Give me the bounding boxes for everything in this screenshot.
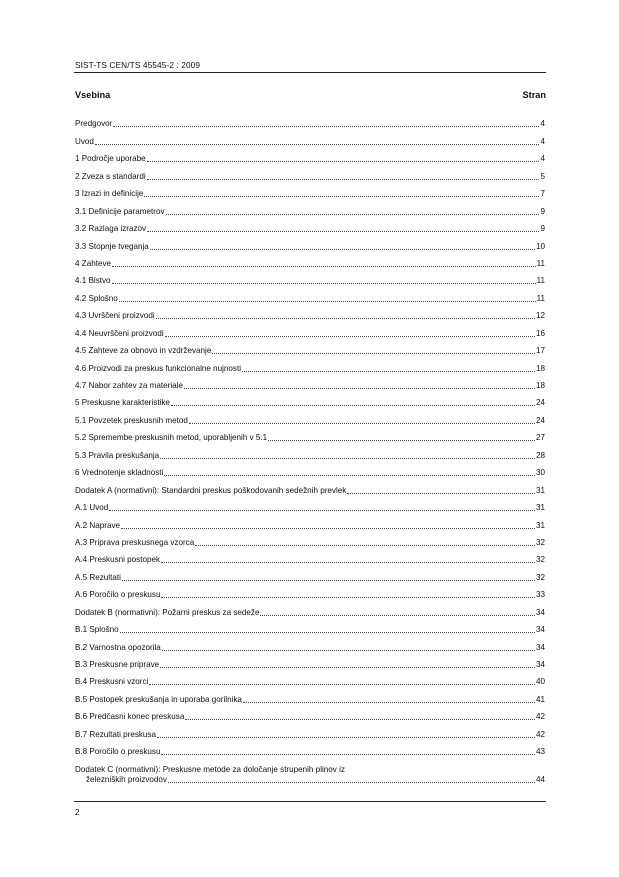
toc-entry-page: 31 [535,485,545,495]
toc-entry[interactable] [75,618,545,635]
toc-entry-page: 33 [535,590,545,600]
dot-leader [268,440,535,441]
toc-entry[interactable] [75,461,545,478]
toc-entry-label: A.2 Naprave [75,520,120,530]
dot-leader [165,336,535,337]
toc-entry-label: A.1 Uvod [75,503,109,513]
toc-entry[interactable] [75,583,545,600]
toc-entry-label: 3.2 Razlaga izrazov [75,224,147,234]
dot-leader [161,754,535,755]
dot-leader [150,249,535,250]
toc-entry[interactable] [75,339,545,356]
toc-entry[interactable] [75,164,545,181]
toc-entry[interactable] [75,687,545,704]
toc-entry[interactable] [75,478,545,495]
toc-entry-label: 4 Zahteve [75,258,111,268]
dot-leader [195,545,535,546]
dot-leader [112,266,536,267]
toc-entry[interactable] [75,670,545,687]
toc-entry-page: 28 [535,450,545,460]
toc-entry-page: 42 [535,729,545,739]
toc-entry[interactable] [75,408,545,425]
toc-entry[interactable] [75,217,545,234]
toc-entry[interactable] [75,252,545,269]
toc-entry-label: Uvod [75,136,94,146]
toc-entry-label: 4.4 Neuvrščeni proizvodi [75,328,164,338]
toc-entry-continuation [75,775,545,785]
toc-entry-page: 31 [535,503,545,513]
toc-entry-label: 1 Področje uporabe [75,154,146,164]
toc-entry-page: 40 [535,677,545,687]
toc-entry[interactable] [75,286,545,303]
toc-entry-label: Dodatek C (normativni): Preskusne metode za določanje strupenih plinov iz [75,765,345,775]
toc-entry-page: 11 [536,258,545,268]
dot-leader [184,388,535,389]
toc-entry-page: 43 [535,747,545,757]
toc-entry[interactable] [75,548,545,565]
toc-entry-page: 5 [540,171,545,181]
toc-entry-label: B.1 Splošno [75,625,119,635]
toc-entry[interactable] [75,356,545,373]
dot-leader [242,371,535,372]
toc-entry[interactable] [75,565,545,582]
dot-leader [113,126,539,127]
toc-entry[interactable] [75,757,545,785]
toc-entry[interactable] [75,722,545,739]
dot-leader [160,458,535,459]
toc-entry[interactable] [75,600,545,617]
toc-entry-page: 12 [535,311,545,321]
toc-entry-label: 5.3 Pravila preskušanja [75,450,160,460]
toc-title: Vsebina [75,90,111,100]
toc-entry[interactable] [75,129,545,146]
toc-entry-page: 24 [535,415,545,425]
toc-entry-label: 2 Zveza s standardi [75,171,146,181]
toc-entry-label: A.3 Priprava preskusnega vzorca [75,537,195,547]
toc-entry-label: 5 Preskusne karakteristike [75,398,170,408]
toc-entry[interactable] [75,635,545,652]
dot-leader [120,632,535,633]
toc-entry-page: 30 [535,468,545,478]
toc-entry[interactable] [75,374,545,391]
toc-entry-label: Dodatek B (normativni): Požarni preskus za sedeže [75,607,260,617]
toc-entry-page: 41 [535,694,545,704]
toc-entry-label-cont: železniških proizvodov [86,775,167,785]
toc-entry[interactable] [75,443,545,460]
page-column-label: Stran [522,90,546,100]
toc-entry-label: Dodatek A (normativni): Standardni preskus poškodovanih sedežnih prevlek [75,485,347,495]
dot-leader [189,423,535,424]
toc-entry[interactable] [75,496,545,513]
dot-leader [119,301,536,302]
toc-entry-label: 4.1 Bistvo [75,276,111,286]
dot-leader [260,615,535,616]
toc-entry-label: A.4 Preskusni postopek [75,555,161,565]
dot-leader [347,493,535,494]
toc-entry-label: B.5 Postopek preskušanja in uporaba gorilnika [75,694,242,704]
dot-leader [243,702,535,703]
toc-entry-label: 5.2 Spremembe preskusnih metod, uporabljenih v 5.1 [75,433,268,443]
footer-rule [74,801,546,802]
toc-entry-label: 6 Vrednotenje skladnosti [75,468,164,478]
toc-entry-label: 4.7 Nabor zahtev za materiale [75,381,183,390]
toc-entry[interactable] [75,513,545,530]
toc-entry[interactable] [75,234,545,251]
toc-entry-page: 32 [535,572,545,582]
toc-entry[interactable] [75,269,545,286]
toc-entry-label: Predgovor [75,119,113,129]
toc-entry-label: A.5 Rezultati [75,572,121,582]
toc-entry-page: 34 [535,642,545,652]
toc-entry[interactable] [75,199,545,216]
toc-entry-page: 18 [535,363,545,373]
toc-entry-page: 34 [535,625,545,635]
toc-entry-page: 11 [536,293,545,303]
dot-leader [156,318,535,319]
dot-leader [147,231,539,232]
page-number: 2 [75,807,80,817]
toc-entry-label: 3.1 Definicije parametrov [75,206,165,216]
dot-leader [212,353,535,354]
toc-entry-page: 34 [535,660,545,669]
toc-entry[interactable] [75,112,545,129]
dot-leader [166,214,540,215]
dot-leader [161,597,535,598]
dot-leader [147,179,540,180]
toc-entry-label: B.2 Varnostna opozorila [75,642,161,652]
toc-entry-page: 17 [535,346,545,356]
toc-entry[interactable] [75,426,545,443]
toc-entry[interactable] [75,304,545,321]
toc-entry-label: 3.3 Stopnje tveganja [75,241,149,251]
dot-leader [164,475,535,476]
toc-entry-page: 4 [540,154,545,164]
toc-entry-page: 11 [536,276,545,286]
dot-leader [157,737,535,738]
toc-entry-label: B.3 Preskusne priprave [75,660,160,669]
toc-entry-page: 9 [540,224,545,234]
dot-leader [168,782,535,783]
table-of-contents [75,112,545,785]
dot-leader [144,196,539,197]
dot-leader [121,528,535,529]
header-rule [74,72,546,73]
toc-entry-page: 10 [535,241,545,251]
toc-entry-label: A.6 Poročilo o preskusu [75,590,161,600]
toc-entry[interactable] [75,653,545,670]
toc-entry[interactable] [75,740,545,757]
toc-entry-label: B.7 Rezultati preskusa [75,729,156,739]
dot-leader [171,405,535,406]
toc-entry-page: 27 [535,433,545,443]
dot-leader [185,719,535,720]
toc-entry-page: 34 [535,607,545,617]
toc-entry-page: 24 [535,398,545,408]
toc-entry[interactable] [75,182,545,199]
toc-entry-label: 4.3 Uvrščeni proizvodi [75,311,155,321]
toc-entry-page: 42 [535,712,545,722]
toc-entry-page: 44 [535,775,545,785]
dot-leader [162,650,535,651]
toc-entry[interactable] [75,705,545,722]
dot-leader [109,510,535,511]
toc-entry-label: 3 Izrazi in definicije [75,189,144,199]
dot-leader [161,562,535,563]
toc-entry[interactable] [75,321,545,338]
toc-entry-page: 4 [540,119,545,129]
dot-leader [149,684,535,685]
toc-entry[interactable] [75,391,545,408]
toc-entry-page: 7 [540,189,545,199]
toc-entry-label: 4.5 Zahteve za obnovo in vzdrževanje [75,346,212,356]
toc-entry-label: 4.2 Splošno [75,293,118,303]
toc-entry[interactable] [75,147,545,164]
toc-entry-page: 4 [540,136,545,146]
toc-entry-page: 9 [540,206,545,216]
toc-entry[interactable] [75,531,545,548]
toc-entry-label: B.8 Poročilo o preskusu [75,747,161,757]
toc-entry-label: B.4 Preskusni vzorci [75,677,149,687]
toc-entry-label: 5.1 Povzetek preskusnih metod [75,415,188,425]
dot-leader [160,667,535,668]
toc-entry-page: 18 [535,381,545,390]
dot-leader [112,283,536,284]
toc-title-row [75,90,546,100]
document-id: SIST-TS CEN/TS 45545-2 : 2009 [75,60,201,70]
dot-leader [122,580,535,581]
dot-leader [95,144,540,145]
toc-entry-page: 31 [535,520,545,530]
dot-leader [147,161,540,162]
toc-entry-page: 16 [535,328,545,338]
toc-entry-label: B.6 Predčasni konec preskusa [75,712,185,722]
toc-entry-page: 32 [535,555,545,565]
toc-entry-label: 4.6 Proizvodi za preskus funkcionalne nujnosti [75,363,242,373]
toc-entry-page: 32 [535,537,545,547]
